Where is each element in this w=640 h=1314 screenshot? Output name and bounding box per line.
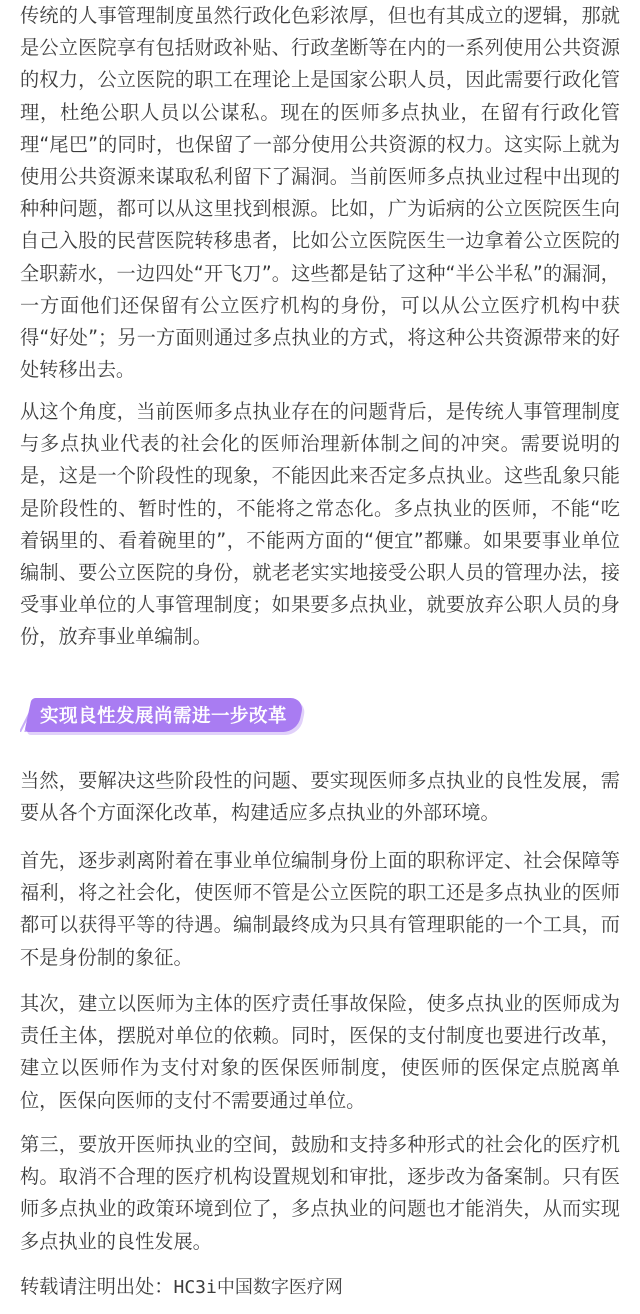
- source-credit-label: 转载请注明出处：: [20, 1275, 174, 1298]
- section-heading-text: 实现良性发展尚需进一步改革: [40, 706, 288, 727]
- paragraph-1: 传统的人事管理制度虽然行政化色彩浓厚，但也有其成立的逻辑，那就是公立医院享有包括财政补贴、行政垄断等在内的一系列使用公共资源的权力，公立医院的职工在理论上是国家公职人员，因此需要行政化管理，杜绝公职人员以公谋私。现在的医师多点执业，在留有行政化管理“尾巴”的同时，也保留了一部分使用公共资源的权力。这实际上就为使用公共资源来谋取私利留下了漏洞。当前医师多点执业过程中出现的种种问题，都可以从这里找到根源。比如，广为诟病的公立医院医生向自己入股的民营医院转移患者，比如公立医院医生一边拿着公立医院的全职薪水，一边四处“开飞刀”。这些都是钻了这种“半公半私”的漏洞，一方面他们还保留有公立医疗机构的身份，可以从公立医疗机构中获得“好处”；另一方面则通过多点执业的方式，将这种公共资源带来的好处转移出去。: [20, 4, 620, 382]
- paragraph-2: 从这个角度，当前医师多点执业存在的问题背后，是传统人事管理制度与多点执业代表的社会化的医师治理新体制之间的冲突。需要说明的是，这是一个阶段性的现象，不能因此来否定多点执业。这些乱象只能是阶段性的、暂时性的，不能将之常态化。多点执业的医师，不能“吃着锅里的、看着碗里的”，不能两方面的“便宜”都赚。如果要事业单位编制、要公立医院的身份，就老老实实地接受公职人员的管理办法，接受事业单位的人事管理制度；如果要多点执业，就要放弃公职人员的身份，放弃事业单编制。: [20, 400, 620, 649]
- section-heading: [20, 696, 350, 736]
- section-heading-badge: [24, 698, 304, 732]
- paragraph-3: 当然，要解决这些阶段性的问题、要实现医师多点执业的良性发展，需要从各个方面深化改革，构建适应多点执业的外部环境。: [20, 769, 620, 825]
- paragraph-5: 其次，建立以医师为主体的医疗责任事故保险，使多点执业的医师成为责任主体，摆脱对单位的依赖。同时，医保的支付制度也要进行改革，建立以医师作为支付对象的医保医师制度，使医师的医保定点脱离单位，医保向医师的支付不需要通过单位。: [20, 992, 620, 1112]
- paragraph-4: 首先，逐步剥离附着在事业单位编制身份上面的职称评定、社会保障等福利，将之社会化，使医师不管是公立医院的职工还是多点执业的医师都可以获得平等的待遇。编制最终成为只具有管理职能的一个工具，而不是身份制的象征。: [20, 849, 620, 969]
- paragraph-6: 第三，要放开医师执业的空间，鼓励和支持多种形式的社会化的医疗机构。取消不合理的医疗机构设置规划和审批，逐步改为备案制。只有医师多点执业的政策环境到位了，多点执业的问题也才能消失，从而实现多点执业的良性发展。: [20, 1133, 620, 1253]
- source-credit: [20, 1271, 620, 1304]
- source-credit-name: HC3i中国数字医疗网: [173, 1277, 343, 1298]
